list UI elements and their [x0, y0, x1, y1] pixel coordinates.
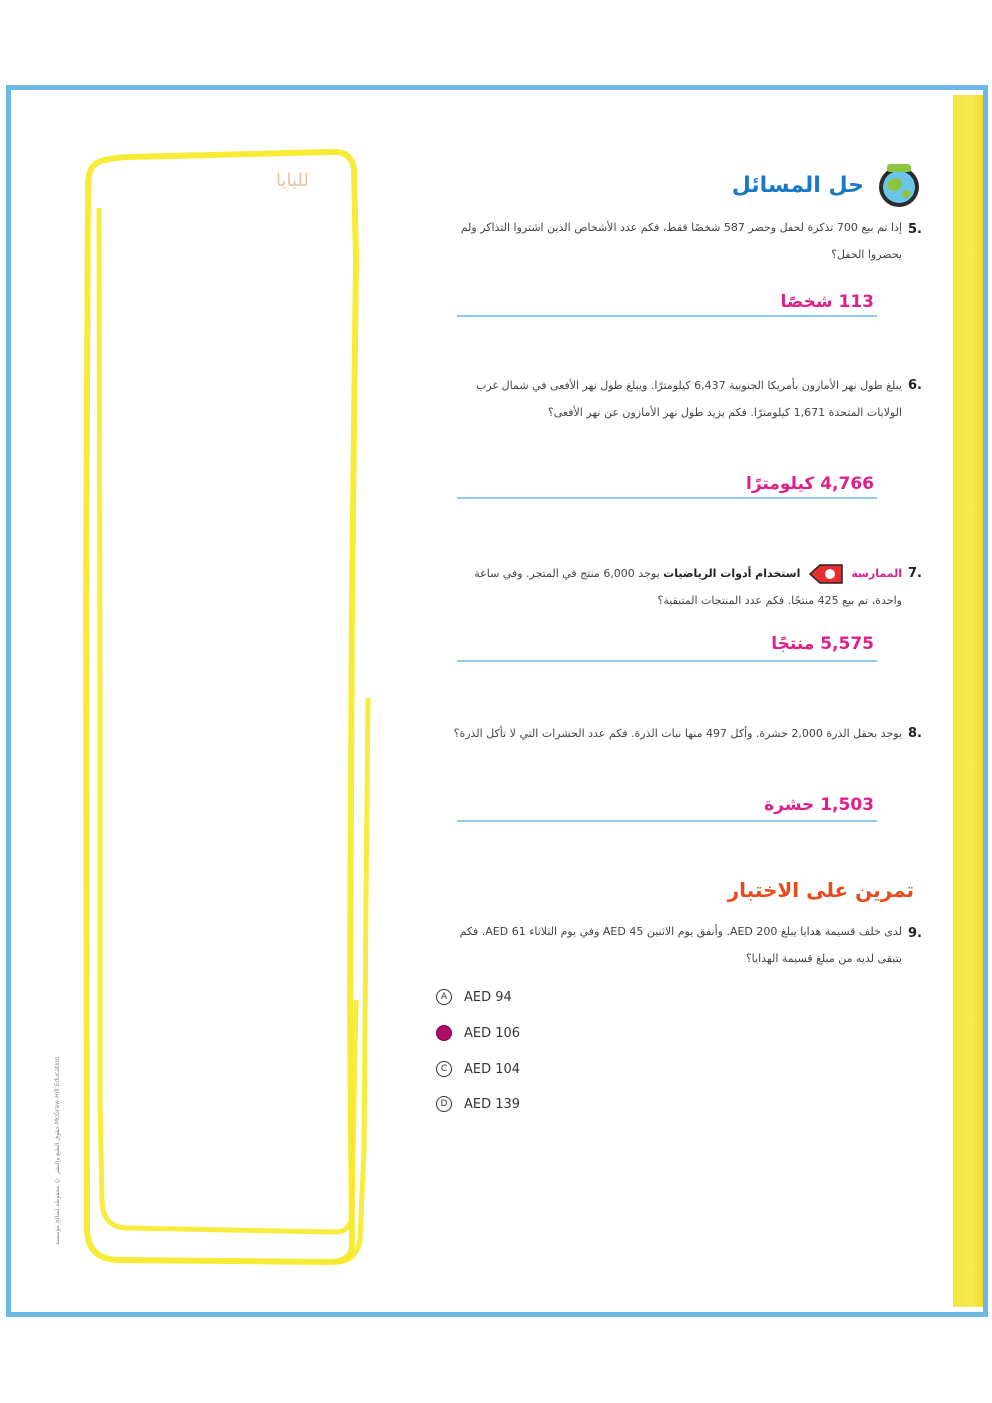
- choice-bubble[interactable]: A: [436, 989, 452, 1005]
- question-number: 6.: [908, 378, 922, 393]
- question-number: 7.: [908, 566, 922, 581]
- copyright-credit: حقوق الطبع والنشر © محفوظة لصالح مؤسسة McGraw-Hill Education: [54, 1056, 61, 1245]
- choice-d[interactable]: [436, 1096, 520, 1112]
- tool-label: استخدام أدوات الرياضيات: [663, 567, 801, 580]
- practice-label: الممارسة: [851, 567, 902, 580]
- choice-value: AED 139: [464, 1096, 521, 1112]
- choice-bubble[interactable]: D: [436, 1096, 452, 1112]
- answer-text: 5,575 منتجًا: [771, 634, 874, 654]
- question-number: 5.: [908, 222, 922, 237]
- answer-text: 1,503 حشرة: [764, 795, 874, 815]
- choice-b[interactable]: [436, 1025, 520, 1041]
- choice-value: AED 94: [464, 989, 512, 1005]
- stamp-text: لليابا: [276, 170, 309, 191]
- answer-line: [457, 497, 877, 499]
- answer-text: 4,766 كيلومترًا: [746, 474, 874, 494]
- choice-c[interactable]: [436, 1061, 520, 1077]
- choice-a[interactable]: [436, 989, 512, 1005]
- question-body: يوجد 6,000 منتج في المتجر. وفي ساعة واحدة، تم بيع 425 منتجًا. فكم عدد المنتجات المتبقية؟: [474, 567, 902, 607]
- answer-text: 113 شخصًا: [780, 292, 874, 312]
- question-text: إذا تم بيع 700 تذكرة لحفل وحضر 587 شخصًا فقط، فكم عدد الأشخاص الذين اشتروا التذاكر ولم يحضروا الحفل؟: [460, 221, 902, 261]
- question-number: 8.: [908, 726, 922, 741]
- section-title: حل المسائل: [731, 172, 864, 198]
- choice-value: AED 106: [464, 1025, 521, 1041]
- answer-line: [457, 820, 877, 822]
- answer-line: [457, 660, 877, 662]
- choice-value: AED 104: [464, 1061, 521, 1077]
- test-practice-title: تمرين على الاختبار: [727, 878, 914, 902]
- choice-bubble-selected[interactable]: [436, 1025, 452, 1041]
- section-header: [732, 160, 924, 210]
- choice-bubble[interactable]: C: [436, 1061, 452, 1077]
- question-number: 9.: [908, 926, 922, 941]
- answer-line: [457, 315, 877, 317]
- question-text: يوجد بحقل الذرة 2,000 حشرة. وأكل 497 منها نبات الذرة. فكم عدد الحشرات التي لا تأكل الذرة؟: [453, 727, 902, 740]
- question-text: [447, 560, 902, 614]
- globe-icon: [874, 160, 924, 210]
- question-text: لدى خلف قسيمة هدايا يبلغ AED 200. وأنفق يوم الاثنين AED 45 وفي يوم الثلاثاء AED 61. فكم يتبقى لديه من مبلغ قسيمة الهدايا؟: [459, 925, 902, 965]
- question-text: يبلغ طول نهر الأمازون بأمريكا الجنوبية 6,437 كيلومترًا. ويبلغ طول نهر الأفعى في شمال غرب الولايات المتحدة 1,671 كيلومترًا. فكم يزيد طول نهر الأمازون عن نهر الأفعى؟: [475, 379, 902, 419]
- arrow-badge-icon: [808, 563, 844, 585]
